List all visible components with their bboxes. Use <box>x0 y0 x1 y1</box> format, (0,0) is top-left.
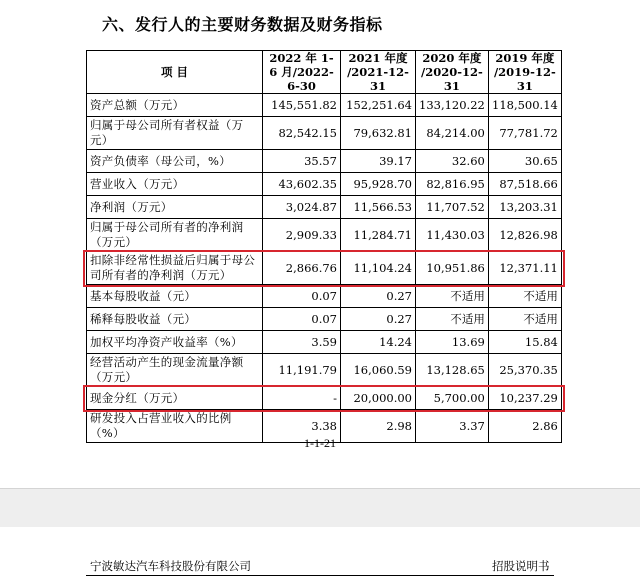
financial-data-table <box>86 50 562 443</box>
section-heading: 六、发行人的主要财务数据及财务指标 <box>102 15 383 34</box>
cell-value: 152,251.64 <box>341 94 416 117</box>
cell-value: 0.07 <box>263 285 341 308</box>
cell-value: 3,024.87 <box>263 196 341 219</box>
table-row <box>87 387 562 410</box>
cell-value: 14.24 <box>341 331 416 354</box>
cell-value: 77,781.72 <box>488 117 561 150</box>
footer-rule <box>86 575 554 576</box>
table-row <box>87 173 562 196</box>
cell-value: 133,120.22 <box>416 94 489 117</box>
row-label: 归属于母公司所有者权益（万元） <box>87 117 263 150</box>
row-label: 营业收入（万元） <box>87 173 263 196</box>
cell-value: 2,909.33 <box>263 219 341 252</box>
row-label: 净利润（万元） <box>87 196 263 219</box>
cell-value: 13,128.65 <box>416 354 489 387</box>
header-2021: 2021 年度 /2021-12-31 <box>341 51 416 94</box>
cell-value: 87,518.66 <box>488 173 561 196</box>
cell-value: 3.37 <box>416 410 489 443</box>
cell-value: 0.27 <box>341 285 416 308</box>
cell-value: 13,203.31 <box>488 196 561 219</box>
cell-value: 11,707.52 <box>416 196 489 219</box>
row-label: 资产负债率（母公司，%） <box>87 150 263 173</box>
header-item: 项 目 <box>87 51 263 94</box>
table-row <box>87 94 562 117</box>
cell-value: 16,060.59 <box>341 354 416 387</box>
table-row <box>87 117 562 150</box>
cell-value: 15.84 <box>488 331 561 354</box>
header-2020: 2020 年度 /2020-12-31 <box>416 51 489 94</box>
table-row <box>87 252 562 285</box>
row-label: 现金分红（万元） <box>87 387 263 410</box>
row-label: 基本每股收益（元） <box>87 285 263 308</box>
cell-value: 12,371.11 <box>488 252 561 285</box>
cell-value: 0.27 <box>341 308 416 331</box>
cell-value: - <box>263 387 341 410</box>
cell-value: 不适用 <box>488 308 561 331</box>
table-row <box>87 308 562 331</box>
cell-value: 不适用 <box>416 308 489 331</box>
footer-document-type: 招股说明书 <box>492 559 550 573</box>
cell-value: 2.98 <box>341 410 416 443</box>
cell-value: 30.65 <box>488 150 561 173</box>
row-label: 归属于母公司所有者的净利润（万元） <box>87 219 263 252</box>
cell-value: 11,566.53 <box>341 196 416 219</box>
row-label: 资产总额（万元） <box>87 94 263 117</box>
table-row <box>87 150 562 173</box>
cell-value: 11,284.71 <box>341 219 416 252</box>
row-label: 扣除非经常性损益后归属于母公司所有者的净利润（万元） <box>87 252 263 285</box>
cell-value: 79,632.81 <box>341 117 416 150</box>
header-2022h1: 2022 年 1-6 月/2022-6-30 <box>263 51 341 94</box>
cell-value: 11,191.79 <box>263 354 341 387</box>
cell-value: 32.60 <box>416 150 489 173</box>
cell-value: 2.86 <box>488 410 561 443</box>
cell-value: 82,816.95 <box>416 173 489 196</box>
cell-value: 5,700.00 <box>416 387 489 410</box>
cell-value: 82,542.15 <box>263 117 341 150</box>
cell-value: 11,104.24 <box>341 252 416 285</box>
cell-value: 0.07 <box>263 308 341 331</box>
page-number: 1-1-21 <box>304 436 336 450</box>
next-page-footer <box>0 527 640 580</box>
cell-value: 12,826.98 <box>488 219 561 252</box>
cell-value: 39.17 <box>341 150 416 173</box>
row-label: 加权平均净资产收益率（%） <box>87 331 263 354</box>
cell-value: 2,866.76 <box>263 252 341 285</box>
cell-value: 10,951.86 <box>416 252 489 285</box>
cell-value: 11,430.03 <box>416 219 489 252</box>
cell-value: 10,237.29 <box>488 387 561 410</box>
header-2019: 2019 年度 /2019-12-31 <box>488 51 561 94</box>
cell-value: 118,500.14 <box>488 94 561 117</box>
cell-value: 3.38 <box>263 410 341 443</box>
table-row <box>87 354 562 387</box>
cell-value: 95,928.70 <box>341 173 416 196</box>
cell-value: 不适用 <box>488 285 561 308</box>
table-row <box>87 219 562 252</box>
cell-value: 145,551.82 <box>263 94 341 117</box>
row-label: 研发投入占营业收入的比例（%） <box>87 410 263 443</box>
row-label: 稀释每股收益（元） <box>87 308 263 331</box>
cell-value: 20,000.00 <box>341 387 416 410</box>
table-row <box>87 285 562 308</box>
footer-company-name: 宁波敏达汽车科技股份有限公司 <box>90 559 251 573</box>
cell-value: 84,214.00 <box>416 117 489 150</box>
cell-value: 25,370.35 <box>488 354 561 387</box>
cell-value: 不适用 <box>416 285 489 308</box>
table-header-row <box>87 51 562 94</box>
table-row <box>87 196 562 219</box>
page-gap <box>0 488 640 528</box>
cell-value: 13.69 <box>416 331 489 354</box>
cell-value: 3.59 <box>263 331 341 354</box>
cell-value: 35.57 <box>263 150 341 173</box>
table-row <box>87 331 562 354</box>
row-label: 经营活动产生的现金流量净额（万元） <box>87 354 263 387</box>
cell-value: 43,602.35 <box>263 173 341 196</box>
